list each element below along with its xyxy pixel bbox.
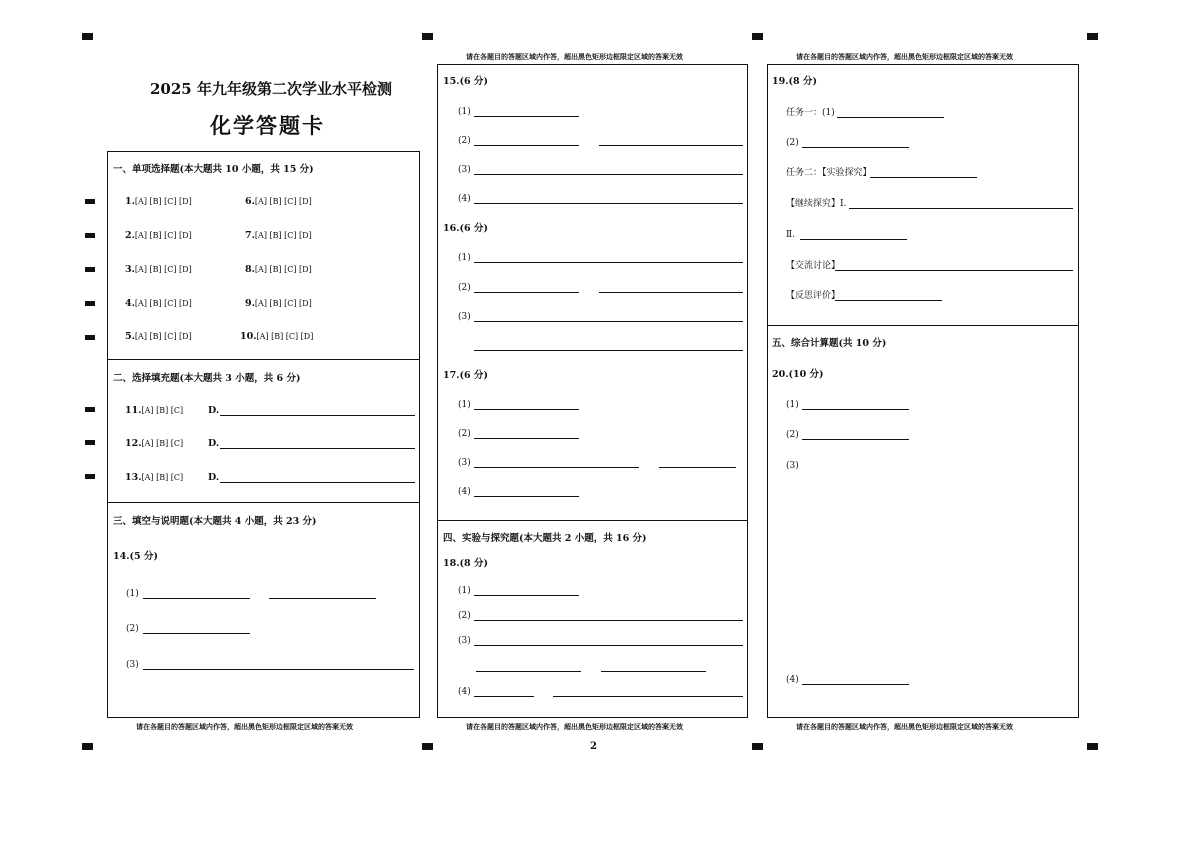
section2-title: 二、选择填充题(本大题共 3 小题，共 6 分) bbox=[113, 373, 301, 384]
part-label: (1) bbox=[786, 400, 799, 410]
exam-title: 2025 年九年级第二次学业水平检测 bbox=[150, 80, 392, 98]
question-number: 1. bbox=[125, 196, 135, 207]
answer-line[interactable] bbox=[849, 208, 1073, 209]
answer-line[interactable] bbox=[802, 684, 909, 685]
section-divider bbox=[767, 325, 1079, 326]
choice-options: [A] [B] [C] bbox=[141, 406, 184, 415]
answer-line[interactable] bbox=[220, 482, 415, 483]
question-label: 17.(6 分) bbox=[443, 370, 488, 381]
choice-options: [A] [B] [C] [D] bbox=[254, 197, 312, 206]
boundary-notice: 请在各题目的答题区域内作答，超出黑色矩形边框限定区域的答案无效 bbox=[466, 52, 683, 61]
task-label: 任务一：(1) bbox=[786, 108, 835, 118]
question-label: 14.(5 分) bbox=[113, 551, 158, 562]
answer-line[interactable] bbox=[659, 467, 736, 468]
part-label: (2) bbox=[458, 611, 471, 621]
question-number: 12. bbox=[125, 438, 142, 449]
part-label: (3) bbox=[458, 312, 471, 322]
part-label: (2) bbox=[458, 283, 471, 293]
answer-line[interactable] bbox=[802, 147, 909, 148]
registration-mark-bottom-mid-right bbox=[752, 743, 763, 750]
timing-mark bbox=[85, 407, 95, 412]
answer-line[interactable] bbox=[802, 439, 909, 440]
section-divider bbox=[107, 502, 420, 503]
answer-line[interactable] bbox=[220, 448, 415, 449]
answer-line[interactable] bbox=[220, 415, 415, 416]
answer-line[interactable] bbox=[474, 145, 579, 146]
section1-title: 一、单项选择题(本大题共 10 小题，共 15 分) bbox=[113, 164, 314, 175]
choice-options: [A] [B] [C] [D] bbox=[134, 299, 192, 308]
boundary-notice: 请在各题目的答题区域内作答，超出黑色矩形边框限定区域的答案无效 bbox=[796, 52, 1013, 61]
answer-line[interactable] bbox=[601, 671, 706, 672]
part-label: (3) bbox=[458, 458, 471, 468]
task-label: 【反思评价】 bbox=[786, 291, 841, 301]
choice-item[interactable] bbox=[125, 298, 192, 310]
choice-item[interactable] bbox=[125, 230, 192, 242]
answer-line[interactable] bbox=[474, 174, 743, 175]
question-number: 3. bbox=[125, 264, 135, 275]
part-label: (2) bbox=[458, 136, 471, 146]
choice-options: [A] [B] [C] [D] bbox=[134, 265, 192, 274]
answer-line[interactable] bbox=[474, 438, 579, 439]
timing-mark bbox=[85, 335, 95, 340]
answer-line[interactable] bbox=[835, 270, 1073, 271]
part-label: (3) bbox=[458, 636, 471, 646]
choice-item[interactable] bbox=[125, 472, 183, 484]
choice-options: [A] [B] [C] bbox=[141, 439, 184, 448]
timing-mark bbox=[85, 199, 95, 204]
registration-mark-top-right bbox=[1087, 33, 1098, 40]
question-label: 15.(6 分) bbox=[443, 76, 488, 87]
section-divider bbox=[107, 359, 420, 360]
task-label: 【继续探究】Ⅰ. bbox=[786, 199, 847, 209]
part-label: (4) bbox=[458, 487, 471, 497]
registration-mark-bottom-mid-left bbox=[422, 743, 433, 750]
task-label: 【交流讨论】 bbox=[786, 261, 841, 271]
registration-mark-top-mid-right bbox=[752, 33, 763, 40]
answer-line[interactable] bbox=[143, 633, 250, 634]
answer-line[interactable] bbox=[474, 467, 639, 468]
choice-options: [A] [B] [C] bbox=[141, 473, 184, 482]
question-number: 4. bbox=[125, 298, 135, 309]
timing-mark bbox=[85, 301, 95, 306]
part-label: (1) bbox=[126, 589, 139, 599]
choice-options: [A] [B] [C] [D] bbox=[256, 332, 314, 341]
section-divider bbox=[437, 520, 748, 521]
part-label: (1) bbox=[458, 400, 471, 410]
registration-mark-top-left bbox=[82, 33, 93, 40]
question-label: 18.(8 分) bbox=[443, 558, 488, 569]
question-label: 16.(6 分) bbox=[443, 223, 488, 234]
answer-line[interactable] bbox=[800, 239, 907, 240]
question-number: 9. bbox=[245, 298, 255, 309]
part-label: (3) bbox=[126, 660, 139, 670]
part-label: (4) bbox=[458, 194, 471, 204]
question-number: 5. bbox=[125, 331, 135, 342]
question-number: 10. bbox=[240, 331, 257, 342]
registration-mark-bottom-right bbox=[1087, 743, 1098, 750]
boundary-notice: 请在各题目的答题区域内作答，超出黑色矩形边框限定区域的答案无效 bbox=[136, 722, 353, 731]
d-label: D. bbox=[208, 405, 220, 416]
boundary-notice: 请在各题目的答题区域内作答，超出黑色矩形边框限定区域的答案无效 bbox=[466, 722, 683, 731]
part-label: (3) bbox=[786, 461, 799, 471]
answer-line[interactable] bbox=[474, 409, 579, 410]
part-label: (1) bbox=[458, 253, 471, 263]
d-label: D. bbox=[208, 472, 220, 483]
choice-item[interactable] bbox=[125, 196, 192, 208]
choice-item[interactable] bbox=[245, 196, 312, 208]
answer-line[interactable] bbox=[870, 177, 977, 178]
question-number: 7. bbox=[245, 230, 255, 241]
question-number: 13. bbox=[125, 472, 142, 483]
answer-line[interactable] bbox=[474, 262, 743, 263]
question-number: 6. bbox=[245, 196, 255, 207]
timing-mark bbox=[85, 267, 95, 272]
answer-line[interactable] bbox=[474, 292, 579, 293]
answer-line[interactable] bbox=[143, 598, 250, 599]
question-label: 19.(8 分) bbox=[772, 76, 817, 87]
section4-title: 四、实验与探究题(本大题共 2 小题，共 16 分) bbox=[443, 533, 647, 544]
choice-options: [A] [B] [C] [D] bbox=[134, 197, 192, 206]
answer-line[interactable] bbox=[474, 321, 743, 322]
answer-line[interactable] bbox=[802, 409, 909, 410]
boundary-notice: 请在各题目的答题区域内作答，超出黑色矩形边框限定区域的答案无效 bbox=[796, 722, 1013, 731]
section5-title: 五、综合计算题(共 10 分) bbox=[772, 338, 887, 349]
answer-line[interactable] bbox=[474, 645, 743, 646]
answer-line[interactable] bbox=[474, 696, 534, 697]
answer-line[interactable] bbox=[553, 696, 743, 697]
timing-mark bbox=[85, 440, 95, 445]
answer-line[interactable] bbox=[474, 496, 579, 497]
page-number: 2 bbox=[590, 741, 597, 752]
choice-options: [A] [B] [C] [D] bbox=[254, 265, 312, 274]
choice-item[interactable] bbox=[240, 331, 313, 343]
part-label: (1) bbox=[458, 586, 471, 596]
answer-line[interactable] bbox=[474, 595, 579, 596]
part-label: (4) bbox=[786, 675, 799, 685]
answer-line[interactable] bbox=[599, 292, 743, 293]
question-label: 20.(10 分) bbox=[772, 369, 824, 380]
choice-item[interactable] bbox=[245, 298, 312, 310]
answer-line[interactable] bbox=[476, 671, 581, 672]
answer-line[interactable] bbox=[835, 300, 942, 301]
choice-item[interactable] bbox=[245, 264, 312, 276]
choice-options: [A] [B] [C] [D] bbox=[254, 231, 312, 240]
choice-item[interactable] bbox=[125, 331, 192, 343]
question-number: 8. bbox=[245, 264, 255, 275]
answer-line[interactable] bbox=[474, 620, 743, 621]
choice-item[interactable] bbox=[125, 438, 183, 450]
part-label: (4) bbox=[458, 687, 471, 697]
choice-item[interactable] bbox=[125, 264, 192, 276]
answer-line[interactable] bbox=[474, 203, 743, 204]
part-label: (1) bbox=[458, 107, 471, 117]
part-label: (3) bbox=[458, 165, 471, 175]
choice-item[interactable] bbox=[245, 230, 312, 242]
task-label: 任务二：【实验探究】 bbox=[786, 168, 872, 178]
calculation-area[interactable] bbox=[800, 475, 1070, 670]
choice-item[interactable] bbox=[125, 405, 183, 417]
choice-options: [A] [B] [C] [D] bbox=[134, 231, 192, 240]
part-label: (2) bbox=[126, 624, 139, 634]
part-label: Ⅱ. bbox=[786, 230, 795, 240]
part-label: (2) bbox=[786, 138, 799, 148]
question-number: 11. bbox=[125, 405, 142, 416]
choice-options: [A] [B] [C] [D] bbox=[254, 299, 312, 308]
choice-options: [A] [B] [C] [D] bbox=[134, 332, 192, 341]
registration-mark-top-mid-left bbox=[422, 33, 433, 40]
question-number: 2. bbox=[125, 230, 135, 241]
section3-title: 三、填空与说明题(本大题共 4 小题，共 23 分) bbox=[113, 516, 317, 527]
answer-line[interactable] bbox=[837, 117, 944, 118]
timing-mark bbox=[85, 474, 95, 479]
card-title: 化学答题卡 bbox=[210, 113, 325, 138]
part-label: (2) bbox=[786, 430, 799, 440]
timing-mark bbox=[85, 233, 95, 238]
d-label: D. bbox=[208, 438, 220, 449]
answer-line[interactable] bbox=[599, 145, 743, 146]
answer-line[interactable] bbox=[269, 598, 376, 599]
registration-mark-bottom-left bbox=[82, 743, 93, 750]
part-label: (2) bbox=[458, 429, 471, 439]
answer-line[interactable] bbox=[143, 669, 414, 670]
answer-line[interactable] bbox=[474, 116, 579, 117]
answer-line[interactable] bbox=[474, 350, 743, 351]
